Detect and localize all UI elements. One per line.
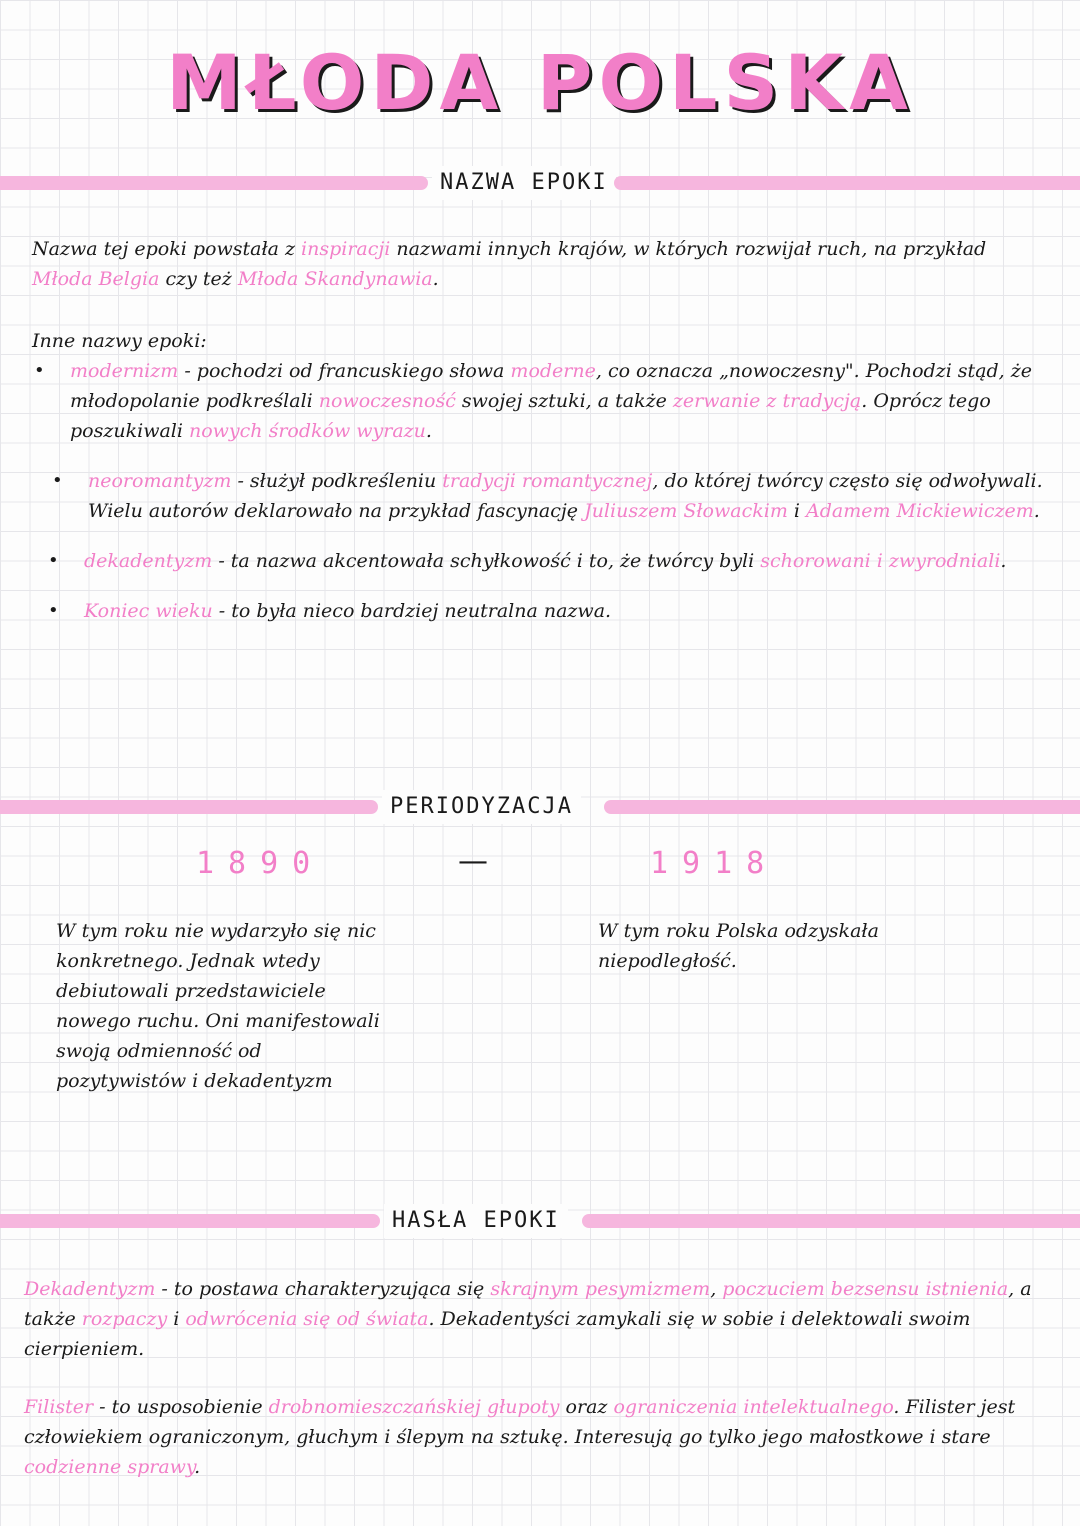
- band-bar-left: [0, 800, 378, 814]
- highlight: ograniczenia intelektualnego: [613, 1396, 894, 1418]
- highlight: schorowani i zwyrodniali: [760, 550, 1001, 572]
- item-text: - ta nazwa akcentowała schyłkowość i to, że twórcy byli: [212, 550, 761, 572]
- term: Koniec wieku: [84, 600, 213, 622]
- section-band-slogans: [0, 1204, 1080, 1238]
- term: neoromantyzm: [88, 470, 232, 492]
- band-bar-right: [614, 176, 1080, 190]
- item-text: . Oprócz tego poszukiwali: [70, 390, 991, 442]
- section-heading-periodization: PERIODYZACJA: [382, 790, 581, 824]
- highlight: poczuciem bezsensu istnienia: [722, 1278, 1009, 1300]
- item-text: , co oznacza „nowoczesny". Pochodzi stąd, że młodopolanie podkreślali: [70, 360, 1033, 412]
- highlight: odwrócenia się od świata: [185, 1308, 429, 1330]
- other-names-list: [70, 356, 1060, 626]
- highlight: Juliuszem Słowackim: [584, 500, 788, 522]
- paragraph-text: ,: [710, 1278, 723, 1300]
- item-text: - to była nieco bardziej neutralna nazwa.: [212, 600, 612, 622]
- item-text: .: [1033, 500, 1040, 522]
- item-text: swojej sztuki, a także: [455, 390, 673, 412]
- item-text: i: [787, 500, 806, 522]
- section-heading-name: NAZWA EPOKI: [432, 166, 616, 200]
- highlight: drobnomieszczańskiej głupoty: [268, 1396, 560, 1418]
- highlight: nowych środków wyrazu: [188, 420, 426, 442]
- section-band-name: [0, 166, 1080, 200]
- philistine-paragraph: [24, 1392, 1054, 1482]
- list-item: [84, 546, 1060, 576]
- item-text: - pochodzi od francuskiego słowa: [178, 360, 511, 382]
- highlight: Młoda Belgia: [32, 268, 160, 290]
- item-text: .: [1000, 550, 1007, 572]
- paragraph-text: . Dekadentyści zamykali się w sobie i delektowali swoim cierpieniem.: [24, 1308, 971, 1360]
- item-text: , do której twórcy często się odwoływali. Wielu autorów deklarowało na przykład fascynację: [88, 470, 1043, 522]
- paragraph-text: - to postawa charakteryzująca się: [155, 1278, 491, 1300]
- period-dash: —: [458, 844, 488, 879]
- term: dekadentyzm: [84, 550, 213, 572]
- paragraph-text: - to usposobienie: [93, 1396, 269, 1418]
- highlight: inspiracji: [301, 238, 391, 260]
- section-band-periodization: [0, 790, 1080, 824]
- paragraph-text: . Filister jest człowiekiem ograniczonym, głuchym i ślepym na sztukę. Interesują go tylko jego małostkowe i stare: [24, 1396, 1016, 1448]
- highlight: Adamem Mickiewiczem: [806, 500, 1034, 522]
- intro-text: nazwami innych krajów, w których rozwijał ruch, na przykład: [390, 238, 987, 260]
- intro-text: czy też: [159, 268, 238, 290]
- page-title: MŁODA POLSKA: [166, 38, 914, 127]
- term: modernizm: [70, 360, 179, 382]
- section-heading-slogans: HASŁA EPOKI: [384, 1204, 568, 1238]
- intro-text: Nazwa tej epoki powstała z: [32, 238, 302, 260]
- band-bar-left: [0, 176, 428, 190]
- highlight: nowoczesność: [318, 390, 456, 412]
- end-year: 1918: [650, 846, 779, 881]
- highlight: skrajnym pesymizmem: [490, 1278, 711, 1300]
- band-bar-left: [0, 1214, 380, 1228]
- highlight: codzienne sprawy: [24, 1456, 195, 1478]
- band-bar-right: [604, 800, 1080, 814]
- paragraph-text: , a także: [24, 1278, 1032, 1330]
- item-text: .: [425, 420, 432, 442]
- paragraph-text: i: [167, 1308, 186, 1330]
- intro-paragraph: [32, 234, 1042, 294]
- term: Filister: [24, 1396, 94, 1418]
- term: Dekadentyzm: [24, 1278, 156, 1300]
- highlight: zerwanie z tradycją: [672, 390, 862, 412]
- highlight: moderne: [510, 360, 596, 382]
- band-bar-right: [582, 1214, 1080, 1228]
- list-item: [84, 596, 1060, 626]
- start-year-description: W tym roku nie wydarzyło się nic konkretnego. Jednak wtedy debiutowali przedstawiciele nowego ruchu. Oni manifestowali swoją odmienność od pozytywistów i dekadentyzm: [56, 920, 380, 1092]
- intro-text: .: [432, 268, 439, 290]
- highlight: tradycji romantycznej: [442, 470, 653, 492]
- end-year-description: W tym roku Polska odzyskała niepodległość.: [598, 920, 879, 972]
- paragraph-text: .: [194, 1456, 201, 1478]
- list-item: [88, 466, 1060, 526]
- other-names-label: Inne nazwy epoki:: [32, 330, 207, 352]
- highlight: rozpaczy: [81, 1308, 168, 1330]
- start-year: 1890: [196, 846, 325, 881]
- list-item: [70, 356, 1060, 446]
- highlight: Młoda Skandynawia: [237, 268, 433, 290]
- item-text: - służył podkreśleniu: [231, 470, 443, 492]
- decadentism-paragraph: [24, 1274, 1054, 1364]
- paragraph-text: oraz: [559, 1396, 614, 1418]
